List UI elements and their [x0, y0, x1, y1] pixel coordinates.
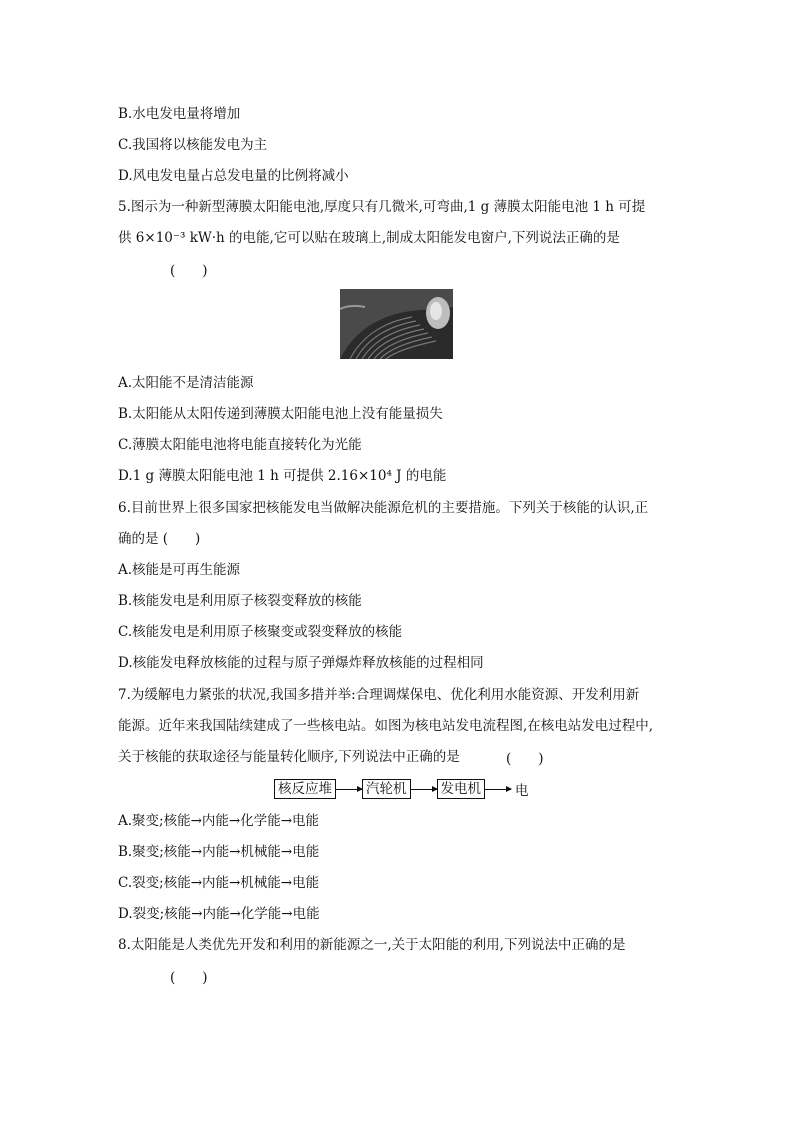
nuclear-power-flowchart [274, 778, 529, 800]
q7-option-d: D.裂变;核能→内能→化学能→电能 [118, 906, 320, 922]
flow-box-turbine: 汽轮机 [362, 779, 411, 799]
q6-option-d: D.核能发电释放核能的过程与原子弹爆炸释放核能的过程相同 [118, 655, 484, 671]
flow-box-reactor: 核反应堆 [274, 779, 336, 799]
q4-option-b: B.水电发电量将增加 [118, 106, 241, 122]
flow-arrow [411, 789, 437, 790]
q5-stem-line1: 5.图示为一种新型薄膜太阳能电池,厚度只有几微米,可弯曲,1 g 薄膜太阳能电池 1 h 可提 [118, 199, 646, 215]
q6-option-c: C.核能发电是利用原子核聚变或裂变释放的核能 [118, 624, 403, 640]
q8-stem-line1: 8.太阳能是人类优先开发和利用的新能源之一,关于太阳能的利用,下列说法中正确的是 [118, 937, 626, 953]
q6-stem-line1: 6.目前世界上很多国家把核能发电当做解决能源危机的主要措施。下列关于核能的认识,正 [118, 500, 649, 516]
q6-option-a: A.核能是可再生能源 [118, 562, 241, 578]
q6-option-b: B.核能发电是利用原子核裂变释放的核能 [118, 593, 362, 609]
flow-box-generator: 发电机 [437, 779, 486, 799]
q7-stem-line1: 7.为缓解电力紧张的状况,我国多措并举:合理调煤保电、优化利用水能资源、开发利用新 [118, 687, 640, 703]
q7-option-a: A.聚变;核能→内能→化学能→电能 [118, 813, 320, 829]
q5-option-a: A.太阳能不是清洁能源 [118, 375, 254, 391]
q6-stem-line2: 确的是 ( ) [118, 531, 201, 547]
q4-option-c: C.我国将以核能发电为主 [118, 137, 268, 153]
q5-option-b: B.太阳能从太阳传递到薄膜太阳能电池上没有能量损失 [118, 406, 443, 422]
q7-option-b: B.聚变;核能→内能→机械能→电能 [118, 844, 320, 860]
q7-answer-paren: ( ) [506, 751, 544, 767]
q7-stem-line3: 关于核能的获取途径与能量转化顺序,下列说法中正确的是 [118, 749, 460, 765]
q5-stem-line2: 供 6×10⁻³ kW·h 的电能,它可以贴在玻璃上,制成太阳能发电窗户,下列说法正确的是 [118, 230, 620, 246]
q5-answer-paren: ( ) [170, 263, 208, 279]
q7-stem-line2: 能源。近年来我国陆续建成了一些核电站。如图为核电站发电流程图,在核电站发电过程中, [118, 718, 654, 734]
q5-option-c: C.薄膜太阳能电池将电能直接转化为光能 [118, 437, 362, 453]
flow-arrow [485, 789, 511, 790]
flow-arrow [336, 789, 362, 790]
q7-option-c: C.裂变;核能→内能→机械能→电能 [118, 875, 320, 891]
q8-answer-paren: ( ) [170, 970, 208, 986]
q4-option-d: D.风电发电量占总发电量的比例将减小 [118, 168, 349, 184]
flow-output-electricity: 电 [515, 783, 529, 799]
q5-option-d: D.1 g 薄膜太阳能电池 1 h 可提供 2.16×10⁴ J 的电能 [118, 468, 447, 484]
solar-cell-photo [340, 289, 453, 359]
